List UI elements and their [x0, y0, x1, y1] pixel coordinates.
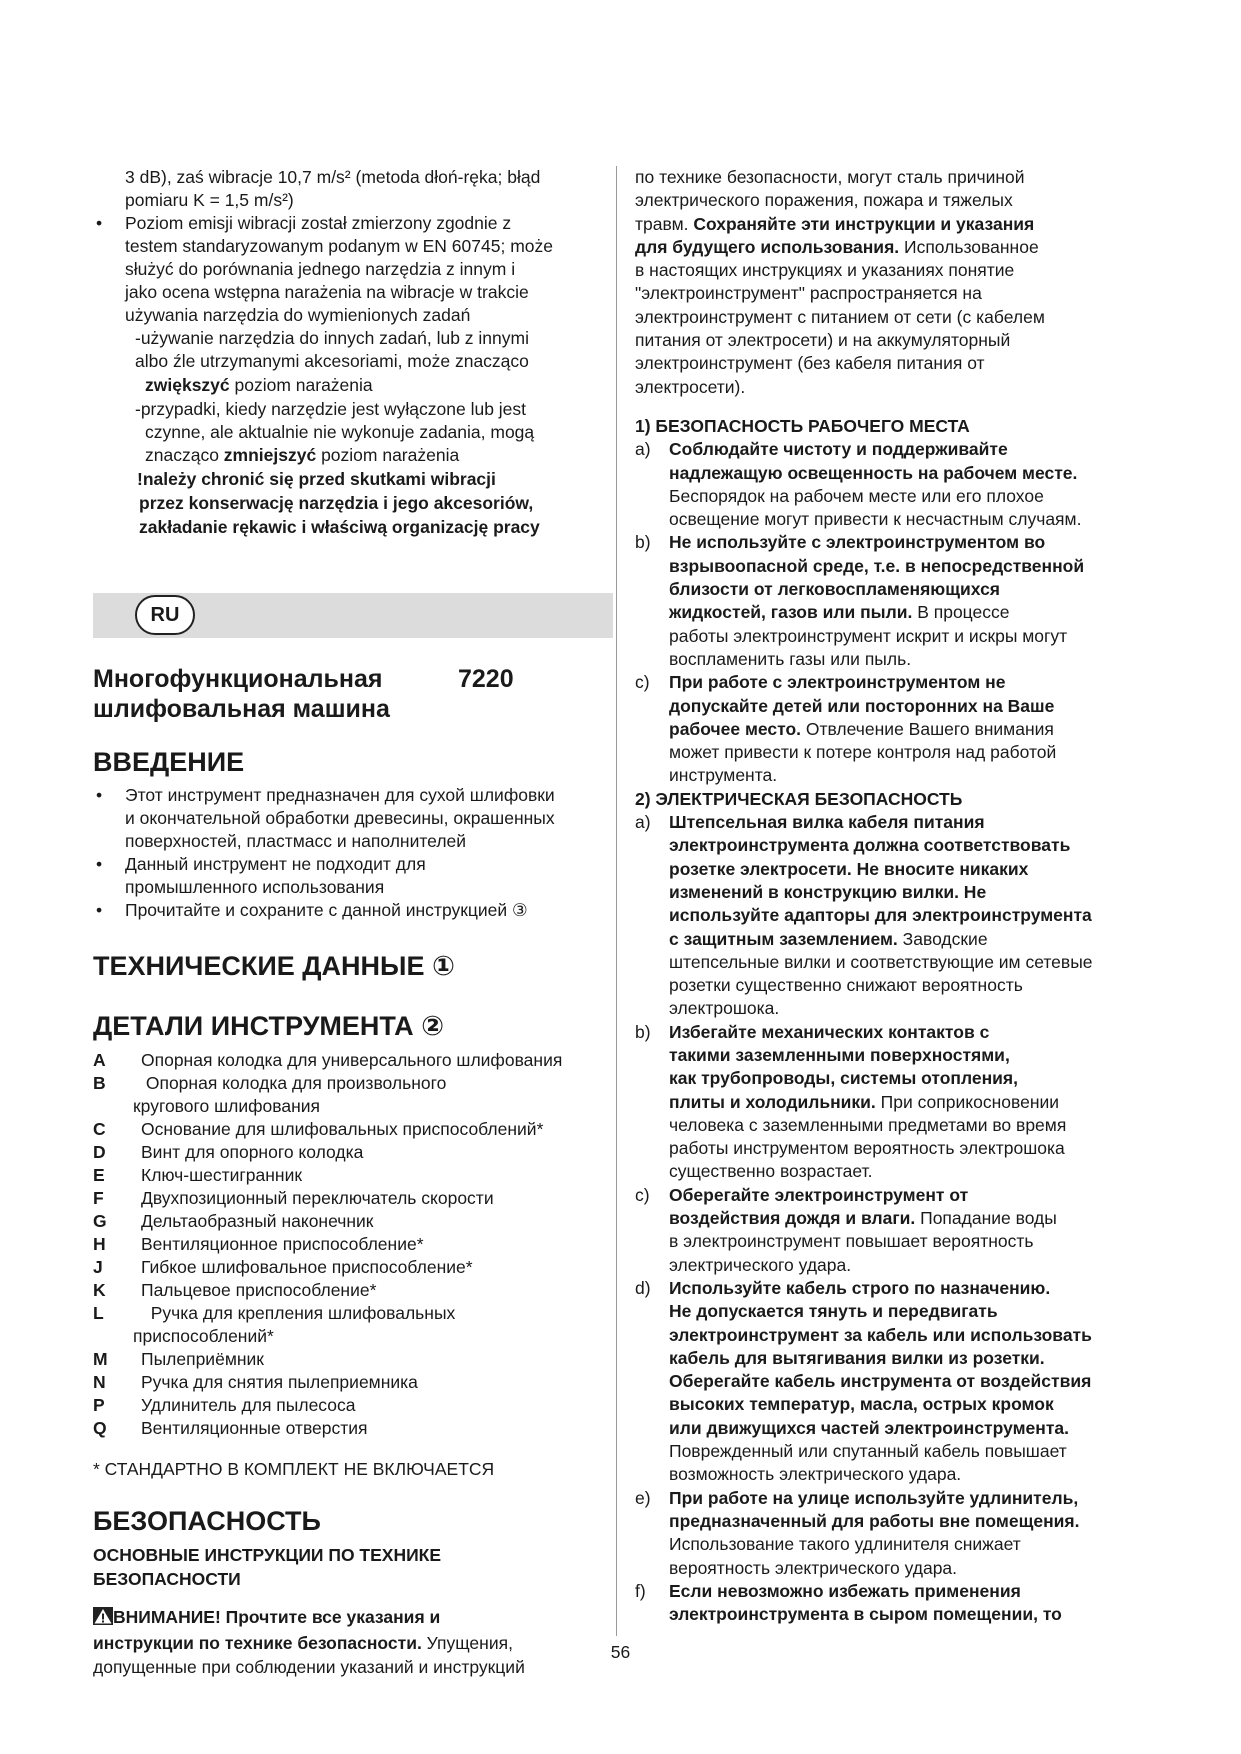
item-line: [669, 1091, 1147, 1114]
pl-bullet: [93, 212, 613, 327]
item-bold: Не используйте с электроинструментом во: [669, 532, 1046, 553]
part-label: Пальцевое приспособление*: [141, 1280, 377, 1300]
item-bold: Используйте кабель строго по назначению.: [669, 1277, 1051, 1298]
item-bold: или движущихся частей электроинструмента.: [669, 1417, 1069, 1438]
item-line: [669, 438, 1147, 461]
intro-bullet: [93, 853, 613, 899]
parts-list: [93, 1049, 613, 1440]
part-key: L: [93, 1303, 104, 1323]
tech-data-heading: ТЕХНИЧЕСКИЕ ДАННЫЕ ①: [93, 951, 455, 981]
item-line: освещение могут привести к несчастным случаям.: [669, 509, 1082, 530]
intro-line: и окончательной обработки древесины, окрашенных: [125, 808, 555, 828]
part-key: A: [93, 1050, 106, 1070]
safety-subheading: [93, 1543, 613, 1591]
item-label: b): [635, 532, 651, 553]
part-key: Q: [93, 1418, 107, 1438]
warning-line: допущенные при соблюдении указаний и инструкций: [93, 1657, 525, 1677]
item-line: [669, 1044, 1147, 1067]
item-bold: плиты и холодильники.: [669, 1091, 876, 1112]
part-row: [93, 1302, 613, 1325]
part-row: [93, 1279, 613, 1302]
right-line: электрического поражения, пожара и тяжелых: [635, 190, 1013, 211]
item-line: [669, 858, 1147, 881]
item-line: [669, 462, 1147, 485]
right-text: травм.: [635, 213, 694, 234]
item-line: инструмента.: [669, 765, 778, 786]
intro-line: промышленного использования: [125, 877, 385, 897]
section-2-heading: 2) ЭЛЕКТРИЧЕСКАЯ БЕЗОПАСНОСТЬ: [635, 788, 963, 809]
item-label: f): [635, 1580, 646, 1601]
part-label: Пылеприёмник: [141, 1349, 264, 1369]
pl-sub-text: znacząco: [145, 445, 224, 465]
safety-item: [635, 1277, 1147, 1487]
item-bold: предназначенный для работы вне помещения.: [669, 1510, 1080, 1531]
bullet-dot: •: [96, 854, 103, 874]
item-line: [669, 811, 1147, 834]
part-key: C: [93, 1119, 106, 1139]
part-label: приспособлений*: [133, 1326, 274, 1346]
safety-item: [635, 1021, 1147, 1184]
item-label: a): [635, 439, 651, 460]
item-line: [669, 1487, 1147, 1510]
product-name-line: шлифовальная машина: [93, 695, 390, 723]
pl-sub-line: albo źle utrzymanymi akcesoriami, może znacząco: [135, 351, 529, 371]
pl-sub-item: [93, 398, 613, 467]
part-row: [93, 1394, 613, 1417]
product-name-line: Многофункциональная: [93, 665, 383, 693]
item-line: [669, 1277, 1147, 1300]
item-bold: Если невозможно избежать применения: [669, 1580, 1021, 1601]
safety-item: [635, 438, 1147, 531]
item-bold: электроинструмента должна соответствовать: [669, 835, 1071, 856]
item-line: [669, 555, 1147, 578]
item-line: [669, 1347, 1147, 1370]
safety-item: [635, 1580, 1147, 1627]
pl-sub-line: [135, 373, 613, 398]
item-bold: высоких температур, масла, острых кромок: [669, 1394, 1054, 1415]
section-2-items: [635, 811, 1147, 1626]
intro-line: Этот инструмент предназначен для сухой шлифовки: [125, 785, 555, 805]
part-key: P: [93, 1395, 105, 1415]
part-row: [93, 1141, 613, 1164]
warning-bold: инструкции по технике безопасности.: [93, 1633, 422, 1653]
pl-bold-line: !należy chronić się przed skutkami wibracji: [137, 469, 496, 489]
item-line: [669, 1370, 1147, 1393]
item-bold: как трубопроводы, системы отопления,: [669, 1068, 1019, 1089]
item-line: существенно возрастает.: [669, 1161, 873, 1182]
item-line: [669, 1417, 1147, 1440]
part-row: [93, 1164, 613, 1187]
item-label: c): [635, 672, 650, 693]
part-label: Двухпозиционный переключатель скорости: [141, 1188, 494, 1208]
part-key: H: [93, 1234, 106, 1254]
right-emphasis: Сохраняйте эти инструкции и указания: [693, 213, 1035, 234]
item-line: [669, 695, 1147, 718]
parts-heading: ДЕТАЛИ ИНСТРУМЕНТА ②: [93, 1011, 445, 1041]
item-label: b): [635, 1021, 651, 1042]
item-line: [669, 881, 1147, 904]
part-key: B: [93, 1073, 106, 1093]
section-1-items: [635, 438, 1147, 787]
item-bold: допускайте детей или посторонних на Ваше: [669, 695, 1055, 716]
part-label: Дельтаобразный наконечник: [141, 1211, 374, 1231]
pl-warning-bold: [93, 467, 613, 539]
page-number: 56: [610, 1642, 631, 1662]
safety-sub-line: ОСНОВНЫЕ ИНСТРУКЦИИ ПО ТЕХНИКЕ: [93, 1545, 442, 1565]
pl-sub-line: -przypadki, kiedy narzędzie jest wyłączone lub jest: [135, 399, 527, 419]
item-label: e): [635, 1487, 651, 1508]
item-line: [669, 834, 1147, 857]
right-line: электроинструмент с питанием от сети (с кабелем: [635, 306, 1045, 327]
item-bold: электроинструмента в сыром помещении, то: [669, 1604, 1062, 1625]
intro-heading: ВВЕДЕНИЕ: [93, 747, 245, 777]
item-line: розетки существенно снижают вероятность: [669, 975, 1023, 996]
safety-heading: БЕЗОПАСНОСТЬ: [93, 1506, 321, 1536]
right-line: электроинструмент (без кабеля питания от: [635, 353, 985, 374]
right-line: в настоящих инструкциях и указаниях понятие: [635, 260, 1015, 281]
safety-sub-line: БЕЗОПАСНОСТИ: [93, 1569, 241, 1589]
item-tail: Отвлечение Вашего внимания: [801, 718, 1054, 739]
item-bold: При работе с электроинструментом не: [669, 672, 1006, 693]
warning-bold: ВНИМАНИЕ! Прочтите все указания и: [113, 1607, 441, 1627]
item-line: [669, 1207, 1147, 1230]
warning-line: [93, 1605, 613, 1631]
item-line: может привести к потере контроля над работой: [669, 742, 1057, 763]
item-line: Поврежденный или спутанный кабель повышает: [669, 1441, 1067, 1462]
item-line: штепсельные вилки и соответствующие им сетевые: [669, 951, 1093, 972]
intro-line: Прочитайте и сохраните с данной инструкцией ③: [125, 900, 528, 920]
item-line: вероятность электрического удара.: [669, 1557, 958, 1578]
item-line: [669, 1510, 1147, 1533]
pl-sub-text: poziom narażenia: [316, 445, 460, 465]
item-bold: розетке электросети. Не вносите никаких: [669, 858, 1029, 879]
right-line: [635, 213, 1147, 236]
item-line: [669, 1300, 1147, 1323]
item-line: Беспорядок на рабочем месте или его плохое: [669, 485, 1044, 506]
language-bar: [93, 593, 613, 638]
item-line: [669, 1184, 1147, 1207]
item-line: [669, 1603, 1147, 1626]
part-label: Ключ-шестигранник: [141, 1165, 303, 1185]
safety-item: [635, 531, 1147, 671]
right-line: "электроинструмент" распространяется на: [635, 283, 982, 304]
safety-item: [635, 811, 1147, 1021]
part-row: [93, 1187, 613, 1210]
warning-text: Упущения,: [421, 1633, 513, 1653]
right-line: питания от электросети) и на аккумуляторный: [635, 330, 1011, 351]
item-line: работы электроинструмент искрит и искры могут: [669, 625, 1068, 646]
item-line: [669, 1393, 1147, 1416]
intro-bullet: [93, 899, 613, 922]
part-label: Основание для шлифовальных приспособлений*: [141, 1119, 544, 1139]
part-row: [93, 1325, 613, 1348]
item-line: [669, 1324, 1147, 1347]
item-bold: такими заземленными поверхностями,: [669, 1044, 1010, 1065]
part-row: [93, 1095, 613, 1118]
part-row: [93, 1417, 613, 1440]
product-title: [93, 664, 613, 724]
right-emphasis: для будущего использования.: [635, 236, 900, 257]
pl-bold-line: przez konserwację narzędzia i jego akcesoriów,: [139, 493, 534, 513]
item-line: человека с заземленными предметами во время: [669, 1114, 1067, 1135]
safety-item: [635, 1487, 1147, 1580]
item-line: электрического удара.: [669, 1254, 852, 1275]
right-line: [635, 236, 1147, 259]
item-tail: При соприкосновении: [875, 1091, 1060, 1112]
part-label: Вентиляционные отверстия: [141, 1418, 368, 1438]
part-key: K: [93, 1280, 106, 1300]
pl-bullet-line: służyć do porównania jednego narzędzia z innym i: [125, 259, 516, 279]
pl-bold-line: zakładanie rękawic i właściwą organizację pracy: [139, 517, 540, 537]
part-key: D: [93, 1142, 106, 1162]
bullet-dot: •: [96, 213, 103, 233]
part-key: J: [93, 1257, 103, 1277]
item-bold: Оберегайте кабель инструмента от воздействия: [669, 1371, 1092, 1392]
language-badge: RU: [135, 595, 195, 635]
item-tail: Заводские: [897, 928, 988, 949]
item-line: в электроинструмент повышает вероятность: [669, 1231, 1034, 1252]
part-row: [93, 1118, 613, 1141]
item-tail: В процессе: [912, 602, 1010, 623]
right-text: Использованное: [899, 236, 1039, 257]
item-tail: Попадание воды: [915, 1208, 1057, 1229]
item-line: возможность электрического удара.: [669, 1464, 962, 1485]
safety-item: [635, 671, 1147, 787]
part-key: N: [93, 1372, 106, 1392]
pl-line: 3 dB), zaś wibracje 10,7 m/s² (metoda dłoń-ręka; błąd: [125, 167, 541, 187]
part-label: Удлинитель для пылесоса: [141, 1395, 356, 1415]
pl-bullet-line: używania narzędzia do wymienionych zadań: [125, 305, 471, 325]
item-line: [669, 578, 1147, 601]
part-row: [93, 1348, 613, 1371]
pl-sub-text: poziom narażenia: [229, 375, 373, 395]
pl-sub-line: [135, 444, 613, 467]
item-label: a): [635, 812, 651, 833]
item-line: [669, 1021, 1147, 1044]
part-row: [93, 1049, 613, 1072]
item-line: [669, 904, 1147, 927]
item-line: Использование такого удлинителя снижает: [669, 1534, 1021, 1555]
part-row: [93, 1256, 613, 1279]
right-line: по технике безопасности, могут сталь причиной: [635, 167, 1025, 187]
item-bold: рабочее место.: [669, 718, 802, 739]
item-line: [669, 531, 1147, 554]
pl-sub-line: -używanie narzędzia do innych zadań, lub z innymi: [135, 328, 529, 348]
item-bold: изменений в конструкцию вилки. Не: [669, 881, 987, 902]
pl-bullet-line: jako ocena wstępna narażenia na wibracje w trakcie: [125, 282, 529, 302]
warning-triangle-icon: [93, 1607, 113, 1631]
item-bold: Штепсельная вилка кабеля питания: [669, 812, 985, 833]
item-bold: При работе на улице используйте удлинитель,: [669, 1487, 1079, 1508]
product-model: 7220: [458, 665, 514, 693]
item-bold: Избегайте механических контактов с: [669, 1021, 990, 1042]
pl-bullet-line: testem standaryzowanym podanym w EN 60745; może: [125, 236, 553, 256]
part-row: [93, 1233, 613, 1256]
item-line: [669, 718, 1147, 741]
right-intro: [635, 166, 1147, 399]
part-label: Ручка для крепления шлифовальных: [141, 1303, 456, 1323]
bullet-dot: •: [96, 900, 103, 920]
intro-line: Данный инструмент не подходит для: [125, 854, 426, 874]
pl-sub-line: czynne, ale aktualnie nie wykonuje zadania, mogą: [145, 422, 535, 442]
item-line: электрошока.: [669, 998, 780, 1019]
bullet-dot: •: [96, 785, 103, 805]
item-bold: используйте адапторы для электроинструмента: [669, 905, 1092, 926]
part-label: Винт для опорного колодка: [141, 1142, 364, 1162]
part-label: Вентиляционное приспособление*: [141, 1234, 424, 1254]
item-label: d): [635, 1277, 651, 1298]
safety-item: [635, 1184, 1147, 1277]
item-bold: электроинструмент за кабель или использовать: [669, 1324, 1092, 1345]
column-divider: [616, 166, 617, 1636]
part-label: Опорная колодка для универсального шлифования: [141, 1050, 563, 1070]
item-bold: воздействия дождя и влаги.: [669, 1208, 916, 1229]
item-line: [669, 928, 1147, 951]
right-line: электросети).: [635, 376, 746, 397]
item-bold: с защитным заземлением.: [669, 928, 898, 949]
intro-bullet: [93, 784, 613, 853]
part-row: [93, 1371, 613, 1394]
item-bold: жидкостей, газов или пыли.: [669, 602, 913, 623]
item-bold: Оберегайте электроинструмент от: [669, 1184, 969, 1205]
item-bold: Не допускается тянуть и передвигать: [669, 1301, 998, 1322]
right-column: [635, 166, 1147, 1626]
pl-sub-item: [93, 327, 613, 398]
item-line: [669, 601, 1147, 624]
part-row: [93, 1072, 613, 1095]
intro-bullets: [93, 784, 613, 922]
item-bold: близости от легковоспламеняющихся: [669, 579, 1001, 600]
item-line: [669, 1580, 1147, 1603]
item-line: [669, 1067, 1147, 1090]
left-column: [93, 166, 613, 1679]
pl-bullet-line: Poziom emisji wibracji został zmierzony zgodnie z: [125, 213, 512, 233]
section-1-heading: 1) БЕЗОПАСНОСТЬ РАБОЧЕГО МЕСТА: [635, 415, 970, 436]
item-line: [669, 671, 1147, 694]
part-label: Ручка для снятия пылеприемника: [141, 1372, 418, 1392]
part-row: [93, 1210, 613, 1233]
part-label: Опорная колодка для произвольного: [141, 1073, 447, 1093]
item-bold: кабель для вытягивания вилки из розетки.: [669, 1347, 1045, 1368]
item-line: работы инструментом вероятность электрошока: [669, 1138, 1065, 1159]
item-label: c): [635, 1184, 650, 1205]
part-label: Гибкое шлифовальное приспособление*: [141, 1257, 473, 1277]
not-included-note: * СТАНДАРТНО В КОМПЛЕКТ НЕ ВКЛЮЧАЕТСЯ: [93, 1459, 495, 1479]
pl-line: pomiaru K = 1,5 m/s²): [125, 190, 294, 210]
pl-emphasis: zmniejszyć: [223, 445, 317, 465]
item-bold: взрывоопасной среде, т.е. в непосредственной: [669, 555, 1085, 576]
intro-line: поверхностей, пластмасс и наполнителей: [125, 831, 467, 851]
item-bold: надлежащую освещенность на рабочем месте.: [669, 462, 1078, 483]
part-key: G: [93, 1211, 107, 1231]
part-key: F: [93, 1188, 104, 1208]
part-key: M: [93, 1349, 108, 1369]
part-key: E: [93, 1165, 105, 1185]
item-bold: Соблюдайте чистоту и поддерживайте: [669, 439, 1008, 460]
part-label: кругового шлифования: [133, 1096, 321, 1116]
pl-emphasis: zwiększyć: [145, 375, 230, 395]
pl-vibration-continued: [93, 166, 613, 212]
item-line: воспламенить газы или пыль.: [669, 648, 912, 669]
